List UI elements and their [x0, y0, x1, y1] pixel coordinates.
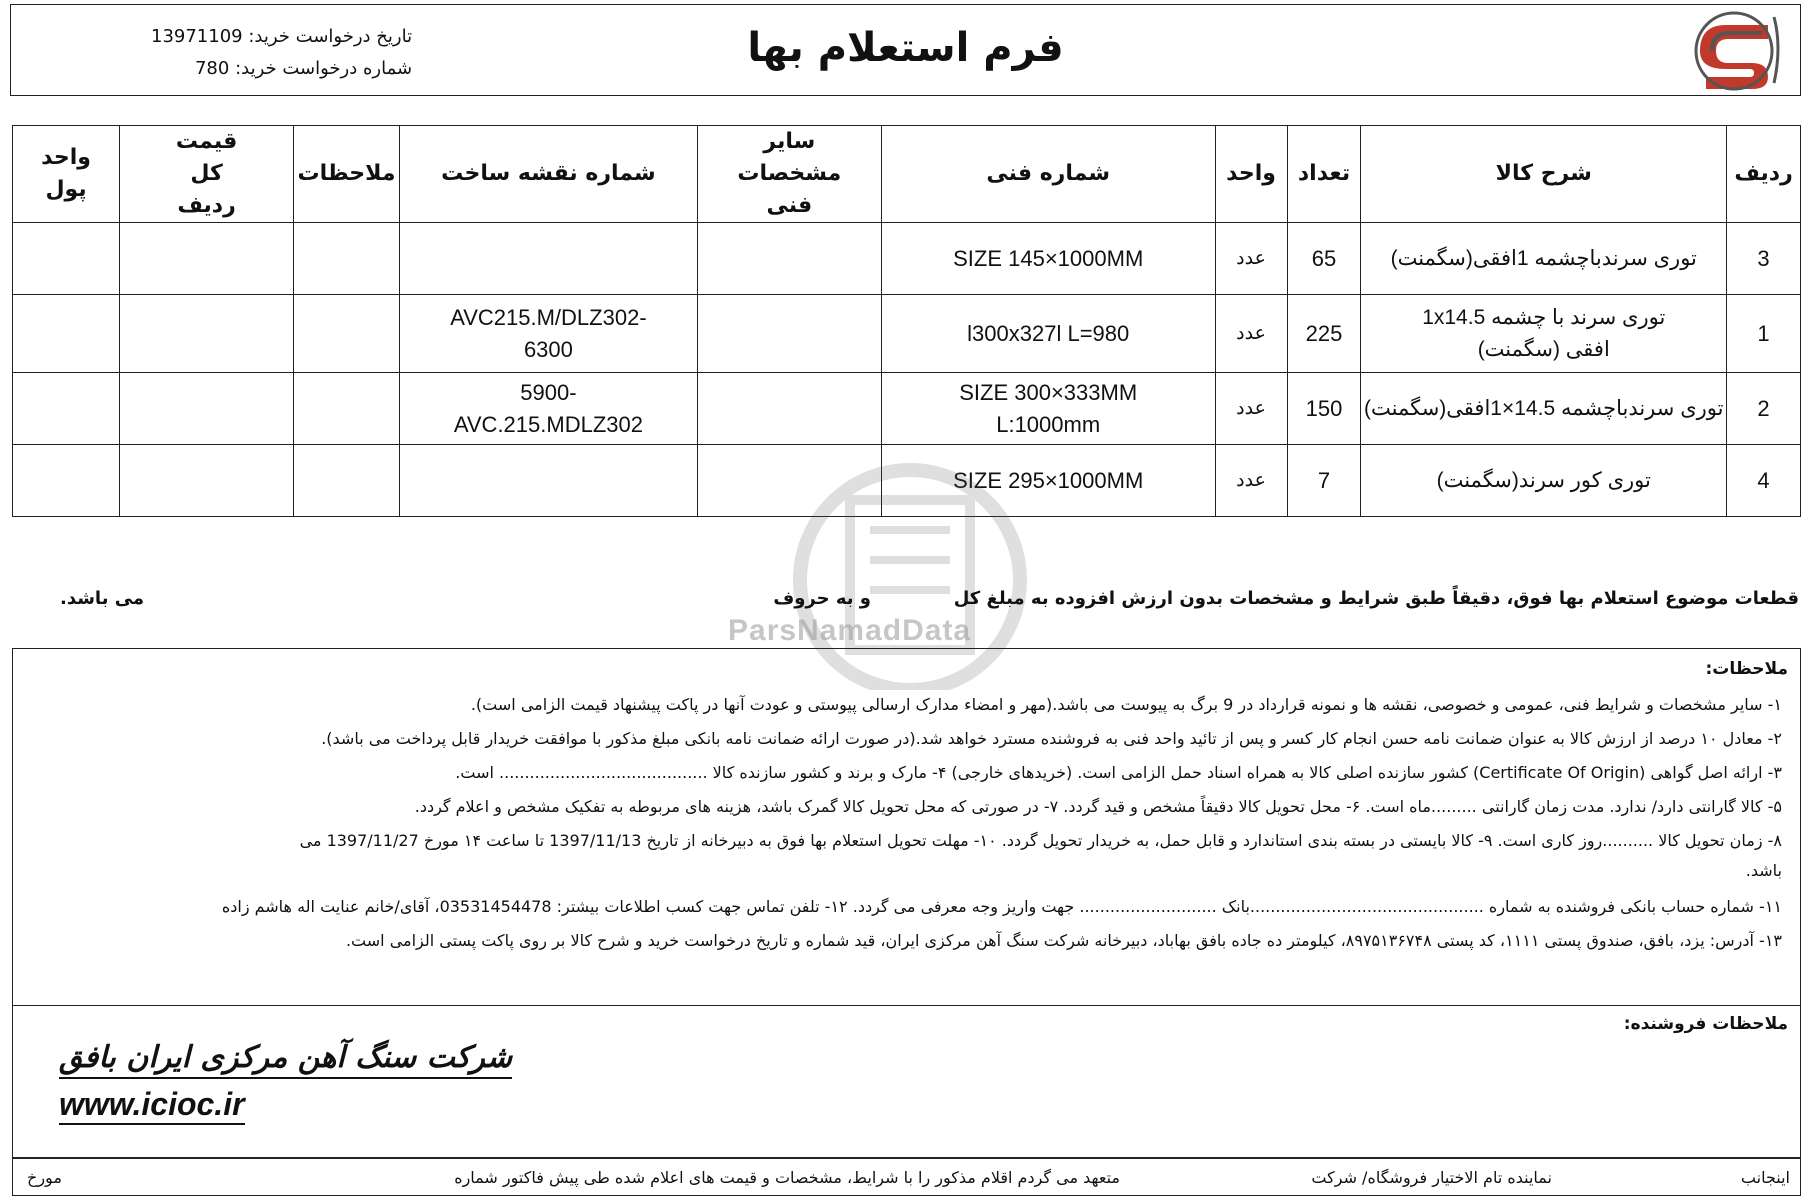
header-quantity: تعداد — [1287, 126, 1361, 223]
cell-currency — [13, 295, 120, 373]
commitment-footer — [12, 1158, 1801, 1196]
header-unit: واحد — [1215, 126, 1287, 223]
note-line: ۳- ارائه اصل گواهی (Certificate Of Origin) کشور سازنده اصلی کالا به همراه اسناد حمل الزامی است. (خریدهای خارجی) ۴- مارک و برند و کشور سازنده کالا ......................................... است. — [455, 763, 1782, 782]
header-remarks: ملاحظات — [294, 126, 400, 223]
cell-drawing-number: 5900-AVC.215.MDLZ302 — [399, 373, 697, 445]
table-row — [13, 223, 1801, 295]
seller-remarks-title: ملاحظات فروشنده: — [1623, 1014, 1788, 1034]
cell-row-no: 1 — [1727, 295, 1801, 373]
table-row — [13, 295, 1801, 373]
header-drawing-number: شماره نقشه ساخت — [399, 126, 697, 223]
cell-other-specs — [697, 445, 881, 517]
form-title: فرم استعلام بها — [747, 25, 1064, 71]
cell-description: توری کور سرند(سگمنت) — [1361, 445, 1727, 517]
header-currency: واحد پول — [13, 126, 120, 223]
header-other-specs: سایر مشخصات فنی — [697, 126, 881, 223]
cell-drawing-number: AVC215.M/DLZ302-6300 — [399, 295, 697, 373]
note-line: ۲- معادل ۱۰ درصد از ارزش کالا به عنوان ضمانت نامه حسن انجام کار کسر و پس از تائید واحد فنی به فروشنده مسترد خواهد شد.(در صورت ارائه ضمانت نامه بانکی مبلغ مذکور با موافقت خریدار قابل پرداخت می باشد). — [321, 729, 1782, 748]
notes-title: ملاحظات: — [1705, 659, 1788, 679]
note-line: ۸- زمان تحویل کالا ..........روز کاری است. ۹- کالا بایستی در بسته بندی استاندارد و قابل حمل، به خریدار تحویل گردد. ۱۰- مهلت تحویل استعلام بها فوق به دبیرخانه از تاریخ 1397/11/13 تا ساعت ۱۴ مورخ 1397/11/27 می — [299, 831, 1782, 850]
note-line: ۱۳- آدرس: یزد، بافق، صندوق پستی ۱۱۱۱، کد پستی ۸۹۷۵۱۳۶۷۴۸، کیلومتر ده جاده بافق بهاباد، دبیرخانه شرکت سنگ آهن مرکزی ایران، قید شماره و تاریخ درخواست خرید و شرح کالا بر روی پاکت پستی الزامی است. — [345, 931, 1782, 950]
form-header — [10, 4, 1801, 96]
cell-unit: عدد — [1215, 223, 1287, 295]
footer-part-3: متعهد می گردم اقلام مذکور را با شرایط، مشخصات و قیمت های اعلام شده طی پیش فاکتور شماره — [454, 1168, 1120, 1187]
company-name: شرکت سنگ آهن مرکزی ایران بافق — [59, 1040, 512, 1079]
cell-technical-number: l300x327l L=980 — [881, 295, 1215, 373]
total-amount-sentence — [60, 588, 1799, 618]
cell-currency — [13, 223, 120, 295]
cell-row-total — [120, 445, 294, 517]
header-row-total: قیمت کل ردیف — [120, 126, 294, 223]
request-number: شماره درخواست خرید: 780 — [194, 58, 413, 79]
cell-other-specs — [697, 373, 881, 445]
header-description: شرح کالا — [1361, 126, 1727, 223]
cell-description: توری سرندباچشمه 14.5×1افقی(سگمنت) — [1361, 373, 1727, 445]
header-technical-number: شماره فنی — [881, 126, 1215, 223]
table-header-row — [13, 126, 1801, 223]
cell-unit: عدد — [1215, 373, 1287, 445]
note-line: ۱۱- شماره حساب بانکی فروشنده به شماره ..............................................بانک ........................... جهت واریز وجه معرفی می گردد. ۱۲- تلفن تماس جهت کسب اطلاعات بیشتر: 03531454478، آقای/خانم عنایت اله هاشم زاده — [221, 897, 1782, 916]
cell-technical-number: SIZE 295×1000MM — [881, 445, 1215, 517]
request-info — [151, 21, 412, 85]
cell-row-no: 2 — [1727, 373, 1801, 445]
request-date: تاریخ درخواست خرید: 13971109 — [151, 26, 413, 47]
header-row-no: ردیف — [1727, 126, 1801, 223]
cell-row-no: 3 — [1727, 223, 1801, 295]
cell-unit: عدد — [1215, 295, 1287, 373]
cell-currency — [13, 373, 120, 445]
cell-description: توری سرند با چشمه 1x14.5 افقی (سگمنت) — [1361, 295, 1727, 373]
sentence-part-1: قطعات موضوع استعلام بها فوق، دقیقاً طبق شرایط و مشخصات بدون ارزش افزوده به مبلغ کل — [953, 588, 1799, 609]
cell-remarks — [294, 445, 400, 517]
cell-remarks — [294, 295, 400, 373]
cell-remarks — [294, 223, 400, 295]
cell-row-total — [120, 223, 294, 295]
sentence-part-3: می باشد. — [60, 588, 145, 609]
notes-box — [12, 648, 1801, 1006]
cell-row-no: 4 — [1727, 445, 1801, 517]
seller-remarks-box — [12, 1006, 1801, 1158]
table-row — [13, 373, 1801, 445]
cell-technical-number: SIZE 300×333MM L:1000mm — [881, 373, 1215, 445]
sentence-part-2: و به حروف — [773, 588, 871, 609]
cell-quantity: 150 — [1287, 373, 1361, 445]
cell-drawing-number — [399, 445, 697, 517]
cell-other-specs — [697, 223, 881, 295]
cell-technical-number: SIZE 145×1000MM — [881, 223, 1215, 295]
company-website-link[interactable]: www.icioc.ir — [59, 1086, 245, 1125]
cell-row-total — [120, 373, 294, 445]
note-line: ۱- سایر مشخصات و شرایط فنی، عمومی و خصوصی، نقشه ها و نمونه قرارداد در 9 برگ به پیوست می باشد.(مهر و امضاء مدارک ارسالی پیوستی و عودت آنها در پاکت پیشنهاد قیمت الزامی است). — [470, 695, 1782, 714]
cell-row-total — [120, 295, 294, 373]
cell-remarks — [294, 373, 400, 445]
footer-part-4: مورخ — [27, 1168, 62, 1187]
cell-quantity: 7 — [1287, 445, 1361, 517]
watermark-text: ParsNamadData — [728, 614, 972, 647]
cell-currency — [13, 445, 120, 517]
items-table — [12, 125, 1801, 517]
cell-quantity: 65 — [1287, 223, 1361, 295]
cell-other-specs — [697, 295, 881, 373]
cell-quantity: 225 — [1287, 295, 1361, 373]
note-line: باشد. — [1745, 861, 1782, 880]
cell-description: توری سرندباچشمه 1افقی(سگمنت) — [1361, 223, 1727, 295]
cell-drawing-number — [399, 223, 697, 295]
table-row — [13, 445, 1801, 517]
footer-part-2: نماینده تام الاختیار فروشگاه/ شرکت — [1311, 1168, 1552, 1187]
footer-part-1: اینجانب — [1740, 1168, 1790, 1187]
note-line: ۵- کالا گارانتی دارد/ ندارد. مدت زمان گارانتی .........ماه است. ۶- محل تحویل کالا دقیقاً مشخص و قید گردد. ۷- در صورتی که محل تحویل کالا گمرک باشد، هزینه های مربوطه به تفکیک مشخص و اعلام گردد. — [414, 797, 1782, 816]
cell-unit: عدد — [1215, 445, 1287, 517]
